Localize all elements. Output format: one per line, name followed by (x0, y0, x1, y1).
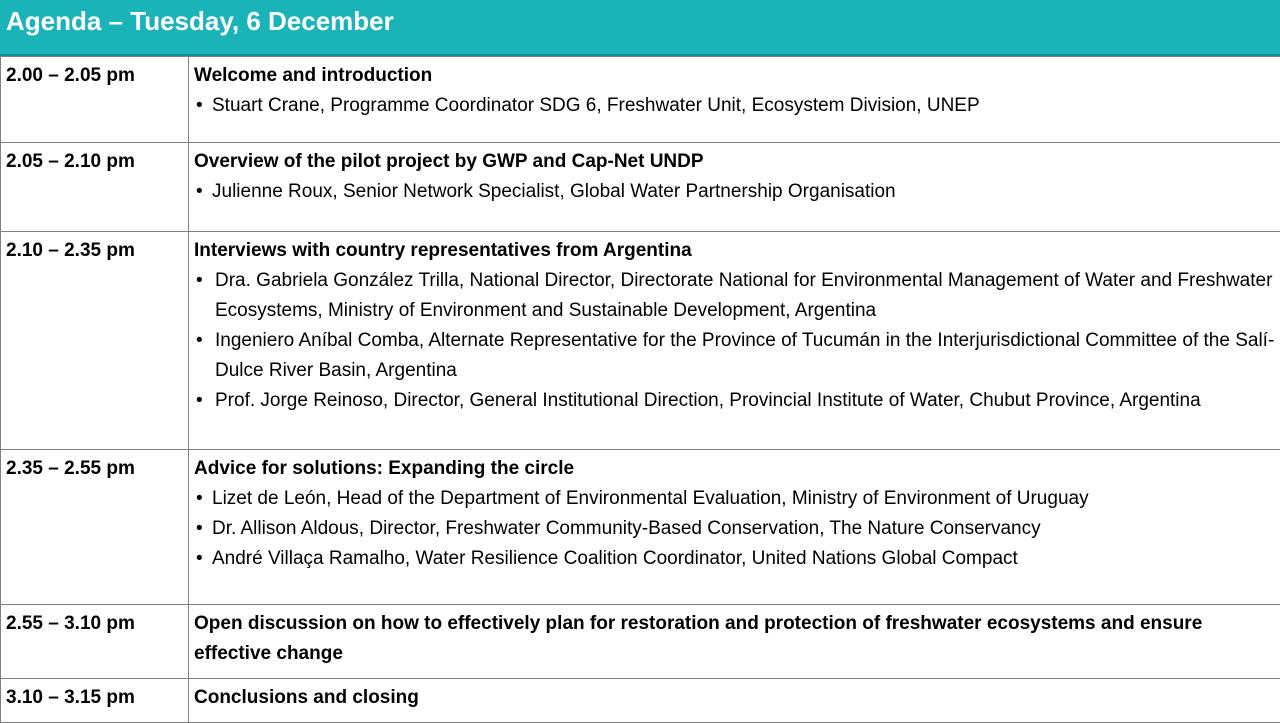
agenda-header (0, 0, 1280, 56)
table-row (1, 143, 1280, 232)
table-row (1, 605, 1280, 679)
agenda-item-title: Welcome and introduction (194, 61, 1280, 91)
speaker-list (194, 266, 1280, 416)
agenda-item-title: Conclusions and closing (194, 683, 1280, 713)
agenda-item-title: Overview of the pilot project by GWP and Cap-Net UNDP (194, 147, 1280, 177)
table-row (1, 57, 1280, 143)
agenda-content (189, 232, 1280, 450)
agenda-content (189, 605, 1280, 679)
agenda-content (189, 143, 1280, 232)
speaker-item: • Dr. Allison Aldous, Director, Freshwater Community-Based Conservation, The Nature Conservancy (194, 514, 1280, 544)
speaker-list (194, 177, 1280, 207)
agenda-item-title: Interviews with country representatives from Argentina (194, 236, 1280, 266)
speaker-list (194, 484, 1280, 574)
agenda-content (189, 57, 1280, 143)
page-title: Agenda – Tuesday, 6 December (6, 6, 394, 37)
speaker-item: • Lizet de León, Head of the Department of Environmental Evaluation, Ministry of Environment of Uruguay (194, 484, 1280, 514)
agenda-item-title: Advice for solutions: Expanding the circle (194, 454, 1280, 484)
speaker-list (194, 91, 1280, 121)
table-row (1, 450, 1280, 605)
table-row (1, 232, 1280, 450)
agenda-time: 2.05 – 2.10 pm (1, 143, 189, 232)
agenda-table (0, 56, 1280, 723)
speaker-item: • Prof. Jorge Reinoso, Director, General Institutional Direction, Provincial Institute of Water, Chubut Province, Argentina (194, 386, 1280, 416)
speaker-item: • Julienne Roux, Senior Network Specialist, Global Water Partnership Organisation (194, 177, 1280, 207)
agenda-time: 2.55 – 3.10 pm (1, 605, 189, 679)
speaker-item: • Ingeniero Aníbal Comba, Alternate Representative for the Province of Tucumán in the Interjurisdictional Committee of the Salí-Dulce River Basin, Argentina (194, 326, 1280, 386)
speaker-item: • André Villaça Ramalho, Water Resilience Coalition Coordinator, United Nations Global Compact (194, 544, 1280, 574)
agenda-time: 2.00 – 2.05 pm (1, 57, 189, 143)
table-row (1, 679, 1280, 723)
speaker-item: • Stuart Crane, Programme Coordinator SDG 6, Freshwater Unit, Ecosystem Division, UNEP (194, 91, 1280, 121)
agenda-content (189, 679, 1280, 723)
speaker-item: • Dra. Gabriela González Trilla, National Director, Directorate National for Environmental Management of Water and Freshwater Ecosystems, Ministry of Environment and Sustainable Development, Argentina (194, 266, 1280, 326)
agenda-time: 2.10 – 2.35 pm (1, 232, 189, 450)
agenda-content (189, 450, 1280, 605)
agenda-item-title: Open discussion on how to effectively plan for restoration and protection of freshwater ecosystems and ensure effective change (194, 609, 1280, 669)
agenda-time: 3.10 – 3.15 pm (1, 679, 189, 723)
agenda-time: 2.35 – 2.55 pm (1, 450, 189, 605)
